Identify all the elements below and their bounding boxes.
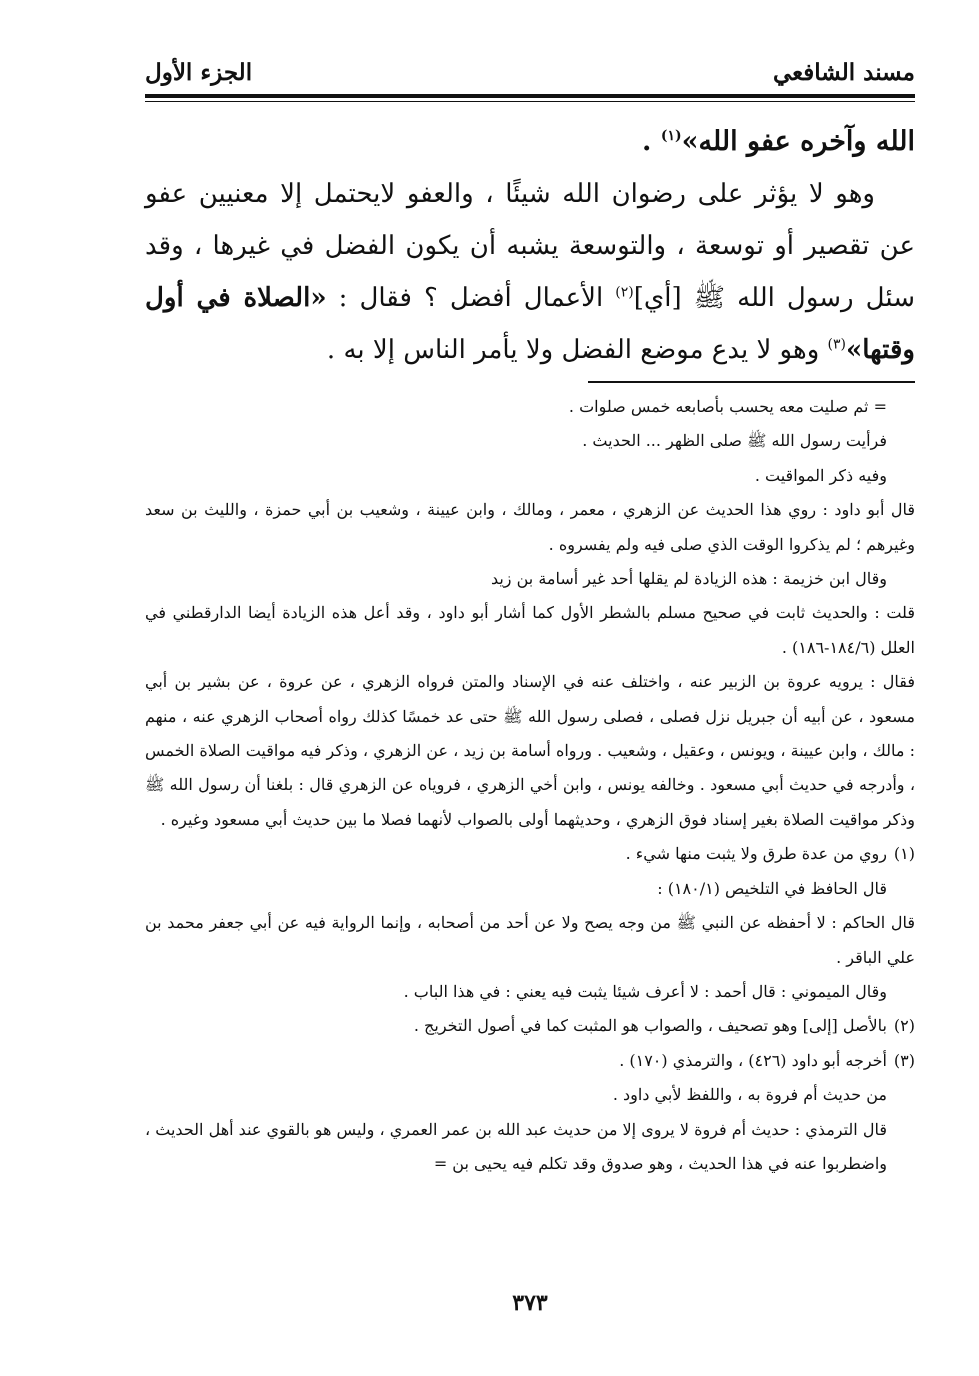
note-cont-line: وفيه ذكر المواقيت . xyxy=(754,465,887,485)
main-line-1-text: الله وآخره عفو الله» xyxy=(681,126,915,157)
footnote-1-maymuni: وقال الميموني : قال أحمد : لا أعرف شيئا يثبت فيه يعني : في هذا الباب . xyxy=(403,981,887,1001)
footnotes xyxy=(145,390,915,1181)
footnote-ref-1[interactable]: (١) xyxy=(660,128,682,144)
note-ibn-khuzayma: وقال ابن خزيمة : هذه الزيادة لم يقلها أحد غير أسامة بن زيد xyxy=(490,569,887,589)
footnote-ref-2[interactable]: (٢) xyxy=(615,284,634,301)
main-text xyxy=(145,116,915,376)
running-header xyxy=(145,52,915,92)
main-line-1-end: . xyxy=(642,126,661,157)
note-cont-line: = ثم صليت معه يحسب بأصابعه خمس صلوات . xyxy=(568,397,887,416)
footnote-1 xyxy=(145,837,915,871)
footnote-3-text: أخرجه أبو داود (٤٢٦) ، والترمذي (١٧٠) . xyxy=(619,1050,887,1070)
footnote-1-number: (١) xyxy=(893,844,915,864)
header-rule-thin xyxy=(145,101,915,102)
hadith-quote: «الصلاة في أول وقتها» xyxy=(145,283,915,365)
footnote-3-tirmidhi: قال الترمذي : حديث أم فروة لا يروى إلا من حديث عبد الله بن عمر العمري ، وليس هو بالقوي عند أهل الحديث ، واضطربوا عنه في هذا الحديث ، وهو صدوق وقد تكلم فيه يحيى بن = xyxy=(145,1119,887,1173)
note-qultu: قلت : والحديث ثابت في صحيح مسلم بالشطر الأول كما أشار أبو داود ، وقد أعل هذه الزيادة أيضا الدارقطني في العلل (١٨٤/٦-١٨٦) . xyxy=(145,603,915,657)
main-paragraph-part-c: وهو لا يدع موضع الفضل ولا يأمر الناس إلا به . xyxy=(326,335,828,365)
note-cont-line: فرأيت رسول الله ﷺ صلى الظهر ... الحديث . xyxy=(582,431,887,451)
footnote-1-line: قال الحافظ في التلخيص (١٨٠/١) : xyxy=(657,878,887,898)
page-number: ٣٧٣ xyxy=(512,1290,548,1316)
footnote-1-hakim: قال الحاكم : لا أحفظه عن النبي ﷺ من وجه يصح ولا عن أحد من أصحابه ، وإنما الرواية فيه عن أبي جعفر محمد بن علي الباقر . xyxy=(145,913,915,967)
footnote-2 xyxy=(145,1009,915,1043)
footnote-ref-3[interactable]: (٣) xyxy=(827,336,846,353)
footnote-3 xyxy=(145,1044,915,1078)
main-paragraph-part-a: وهو لا يؤثر على رضوان الله شيئًا ، والعفو لايحتمل إلا معنيين عفو عن تقصير أو توسعة ، والتوسعة يشبه أن يكون الفضل في غيرها ، وقد سئل رسول الله ﷺ [أي] xyxy=(145,179,915,313)
footnote-3-number: (٣) xyxy=(893,1050,915,1070)
main-line-1 xyxy=(145,116,915,168)
header-rule-thick xyxy=(145,94,915,98)
footnote-1-text: روي من عدة طرق ولا يثبت منها شيء . xyxy=(625,844,887,864)
footnote-2-number: (٢) xyxy=(893,1016,915,1036)
book-title: مسند الشافعي xyxy=(772,58,915,86)
note-abu-dawud: قال أبو داود : روي هذا الحديث عن الزهري ، معمر ، ومالك ، وابن عيينة ، وشعيب بن أبي حمزة ، والليث بن سعد وغيرهم ؛ لم يذكروا الوقت الذي صلى فيه ولم يفسروه . xyxy=(145,500,915,554)
footnote-2-text: بالأصل [إلى] وهو تصحيف ، والصواب هو المثبت كما في أصول التخريج . xyxy=(413,1016,887,1036)
footnote-separator xyxy=(588,381,915,383)
footnote-3-line: من حديث أم فروة به ، واللفظ لأبي داود . xyxy=(612,1085,887,1105)
part-label: الجزء الأول xyxy=(145,58,253,86)
note-daraqutni: فقال : يرويه عروة بن الزبير عنه ، واختلف عنه في الإسناد والمتن فرواه الزهري ، عن عروة ، عن بشير بن أبي مسعود ، عن أبيه أن جبريل نزل فصلى ، فصلى رسول الله ﷺ حتى عد خمسًا كذلك رواه أصحاب الزهري عنه ، منهم : مالك ، وابن عيينة ، ويونس ، وعقيل ، وشعيب . ورواه أسامة بن زيد ، عن الزهري ، وذكر فيه مواقيت الصلاة الخمس ، وأدرجه في حديث أبي مسعود . وخالفه يونس ، وابن أخي الزهري ، فروياه عن الزهري قال : بلغنا أن رسول الله ﷺ وذكر مواقيت الصلاة بغير إسناد فوق الزهري ، وحديثهما أولى بالصواب لأنهما فصلا ما بين حديث أبي مسعود وغيره . xyxy=(145,672,915,829)
main-paragraph-part-b: الأعمال أفضل ؟ فقال : xyxy=(326,283,616,313)
main-paragraph xyxy=(145,168,915,376)
